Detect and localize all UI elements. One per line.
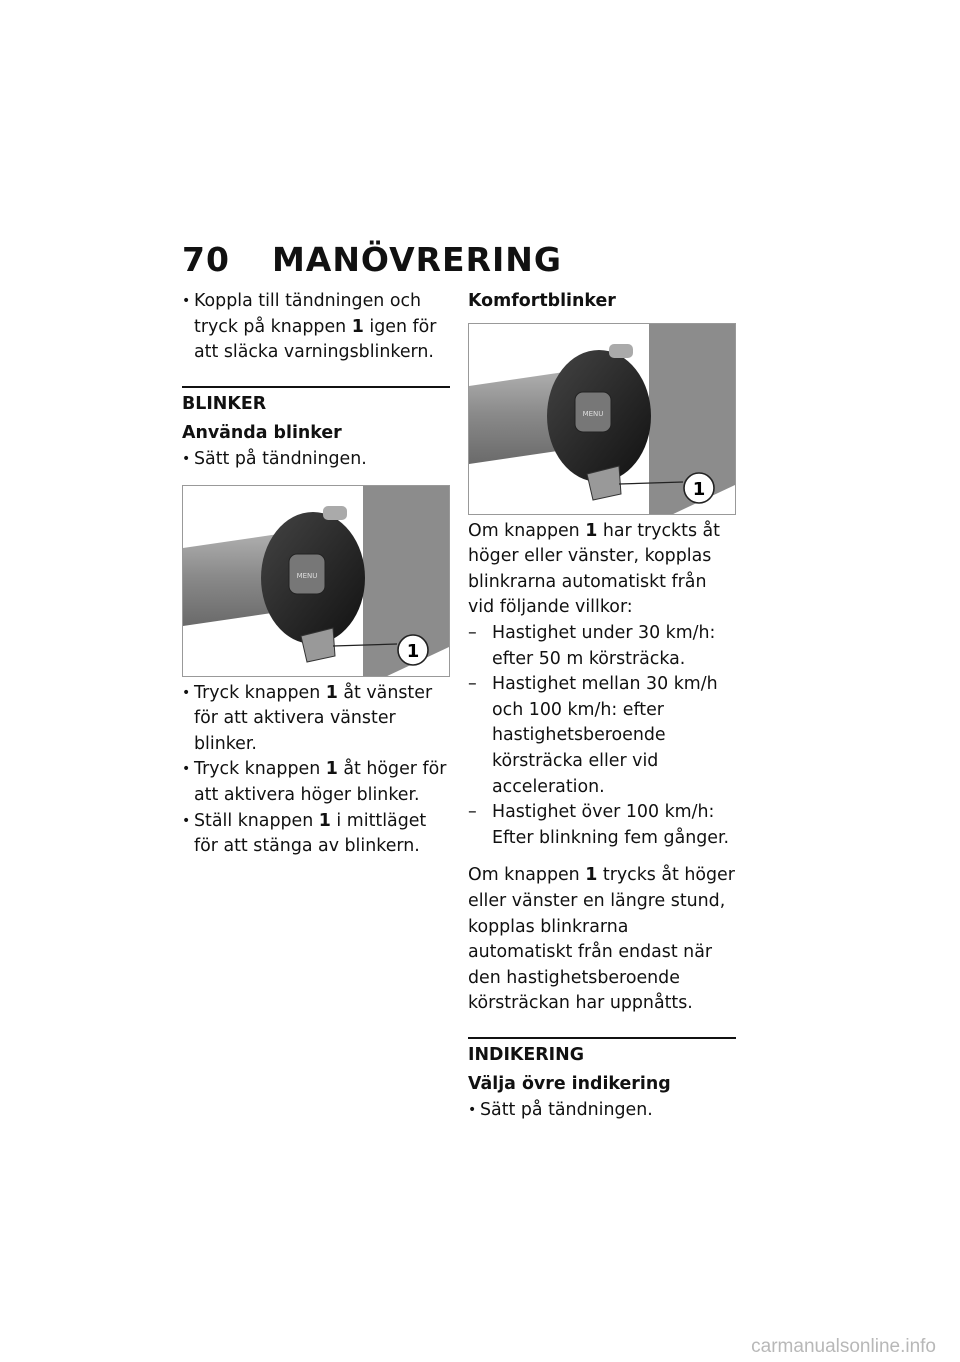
- callout-number: 1: [406, 640, 420, 662]
- watermark: carmanualsonline.info: [751, 1336, 936, 1357]
- subtitle-anvanda-blinker: Använda blinker: [182, 423, 342, 444]
- menu-label: MENU: [582, 409, 604, 418]
- top-button: [609, 344, 633, 358]
- left-column: [182, 289, 450, 860]
- handlebar-switch-figure: [182, 485, 450, 677]
- section-title-blinker: BLINKER: [182, 393, 267, 414]
- condition-over-100: – Hastighet över 100 km/h: Efter blinkning fem gånger.: [468, 800, 736, 851]
- intro-bullet: • Koppla till tändningen och tryck på knappen 1 igen för att släcka varningsblinkern.: [182, 289, 450, 366]
- step-ignition-2: • Sätt på tändningen.: [468, 1098, 736, 1124]
- bullet-left-blinker: • Tryck knappen 1 åt vänster för att aktivera vänster blinker.: [182, 681, 450, 758]
- bullet-right-blinker: • Tryck knappen 1 åt höger för att aktivera höger blinker.: [182, 757, 450, 808]
- step-ignition: • Sätt på tändningen.: [182, 447, 450, 473]
- condition-under-30: – Hastighet under 30 km/h: efter 50 m körsträcka.: [468, 621, 736, 672]
- page-header: [182, 240, 562, 279]
- komfort-para-1: Om knappen 1 har tryckts åt höger eller vänster, kopplas blinkrarna automatiskt från vid följande villkor:: [468, 520, 721, 618]
- menu-label: MENU: [296, 571, 318, 580]
- bullet-blinker-off: • Ställ knappen 1 i mittläget för att stänga av blinkern.: [182, 809, 450, 860]
- page-number: 70: [182, 240, 230, 279]
- right-column: [468, 289, 736, 1124]
- section-divider-blinker: [182, 386, 450, 418]
- section-divider-indikering: [468, 1037, 736, 1069]
- section-title-indikering: INDIKERING: [468, 1044, 584, 1065]
- top-button: [323, 506, 347, 520]
- subtitle-valja-ovre-indikering: Välja övre indikering: [468, 1074, 671, 1095]
- callout-number: 1: [692, 478, 706, 500]
- handlebar-switch-figure-2: [468, 323, 736, 515]
- subtitle-komfortblinker: Komfortblinker: [468, 291, 616, 311]
- chapter-title: MANÖVRERING: [271, 240, 562, 279]
- komfort-para-2: Om knappen 1 trycks åt höger eller vänster en längre stund, kopplas blinkrarna automatiskt från endast när den hastighetsberoende körsträckan har uppnåtts.: [468, 865, 735, 1014]
- condition-30-100: – Hastighet mellan 30 km/h och 100 km/h: efter hastighetsberoende körsträcka eller vid acceleration.: [468, 672, 736, 800]
